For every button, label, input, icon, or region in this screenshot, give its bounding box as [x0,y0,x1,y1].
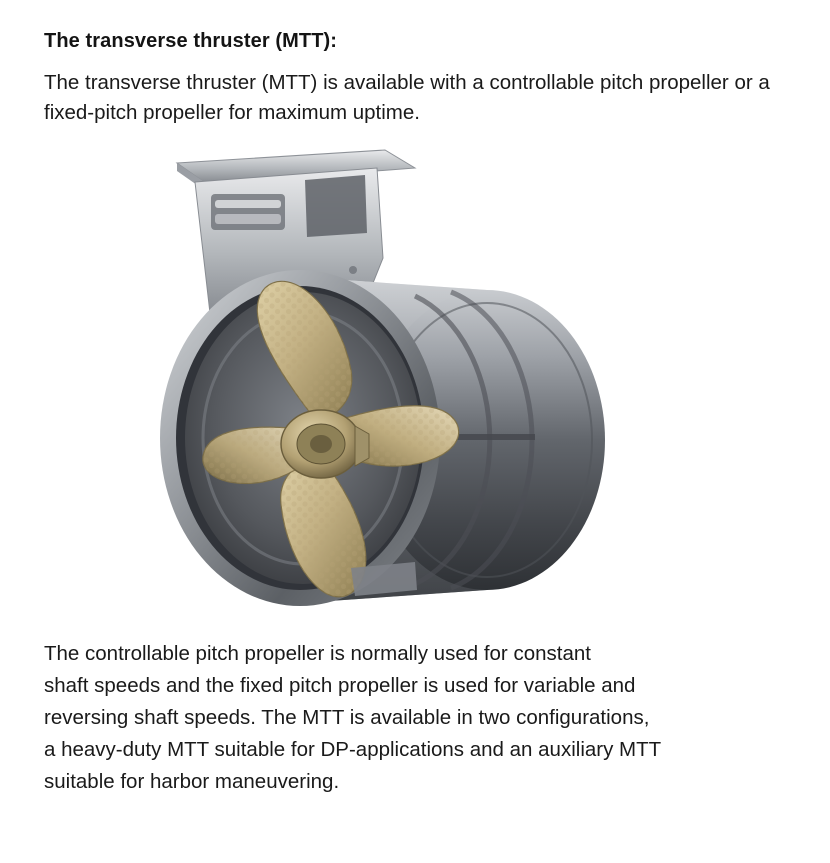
outro-line-3: reversing shaft speeds. The MTT is available in two configurations, [44,706,650,729]
outro-line-2: shaft speeds and the fixed pitch propeller is used for variable and [44,674,636,697]
transverse-thruster-illustration [115,138,715,638]
outro-line-4: a heavy-duty MTT suitable for DP-applications and an auxiliary MTT [44,738,662,761]
outro-line-1: The controllable pitch propeller is normally used for constant [44,642,591,665]
lower-support [351,562,417,596]
outro-line-5: suitable for harbor maneuvering. [44,770,340,793]
thruster-figure [44,138,786,638]
outro-paragraph [44,638,786,798]
intro-paragraph: The transverse thruster (MTT) is available with a controllable pitch propeller or a fixed-pitch propeller for maximum uptime. [44,71,770,124]
page-title: The transverse thruster (MTT): [44,30,338,52]
